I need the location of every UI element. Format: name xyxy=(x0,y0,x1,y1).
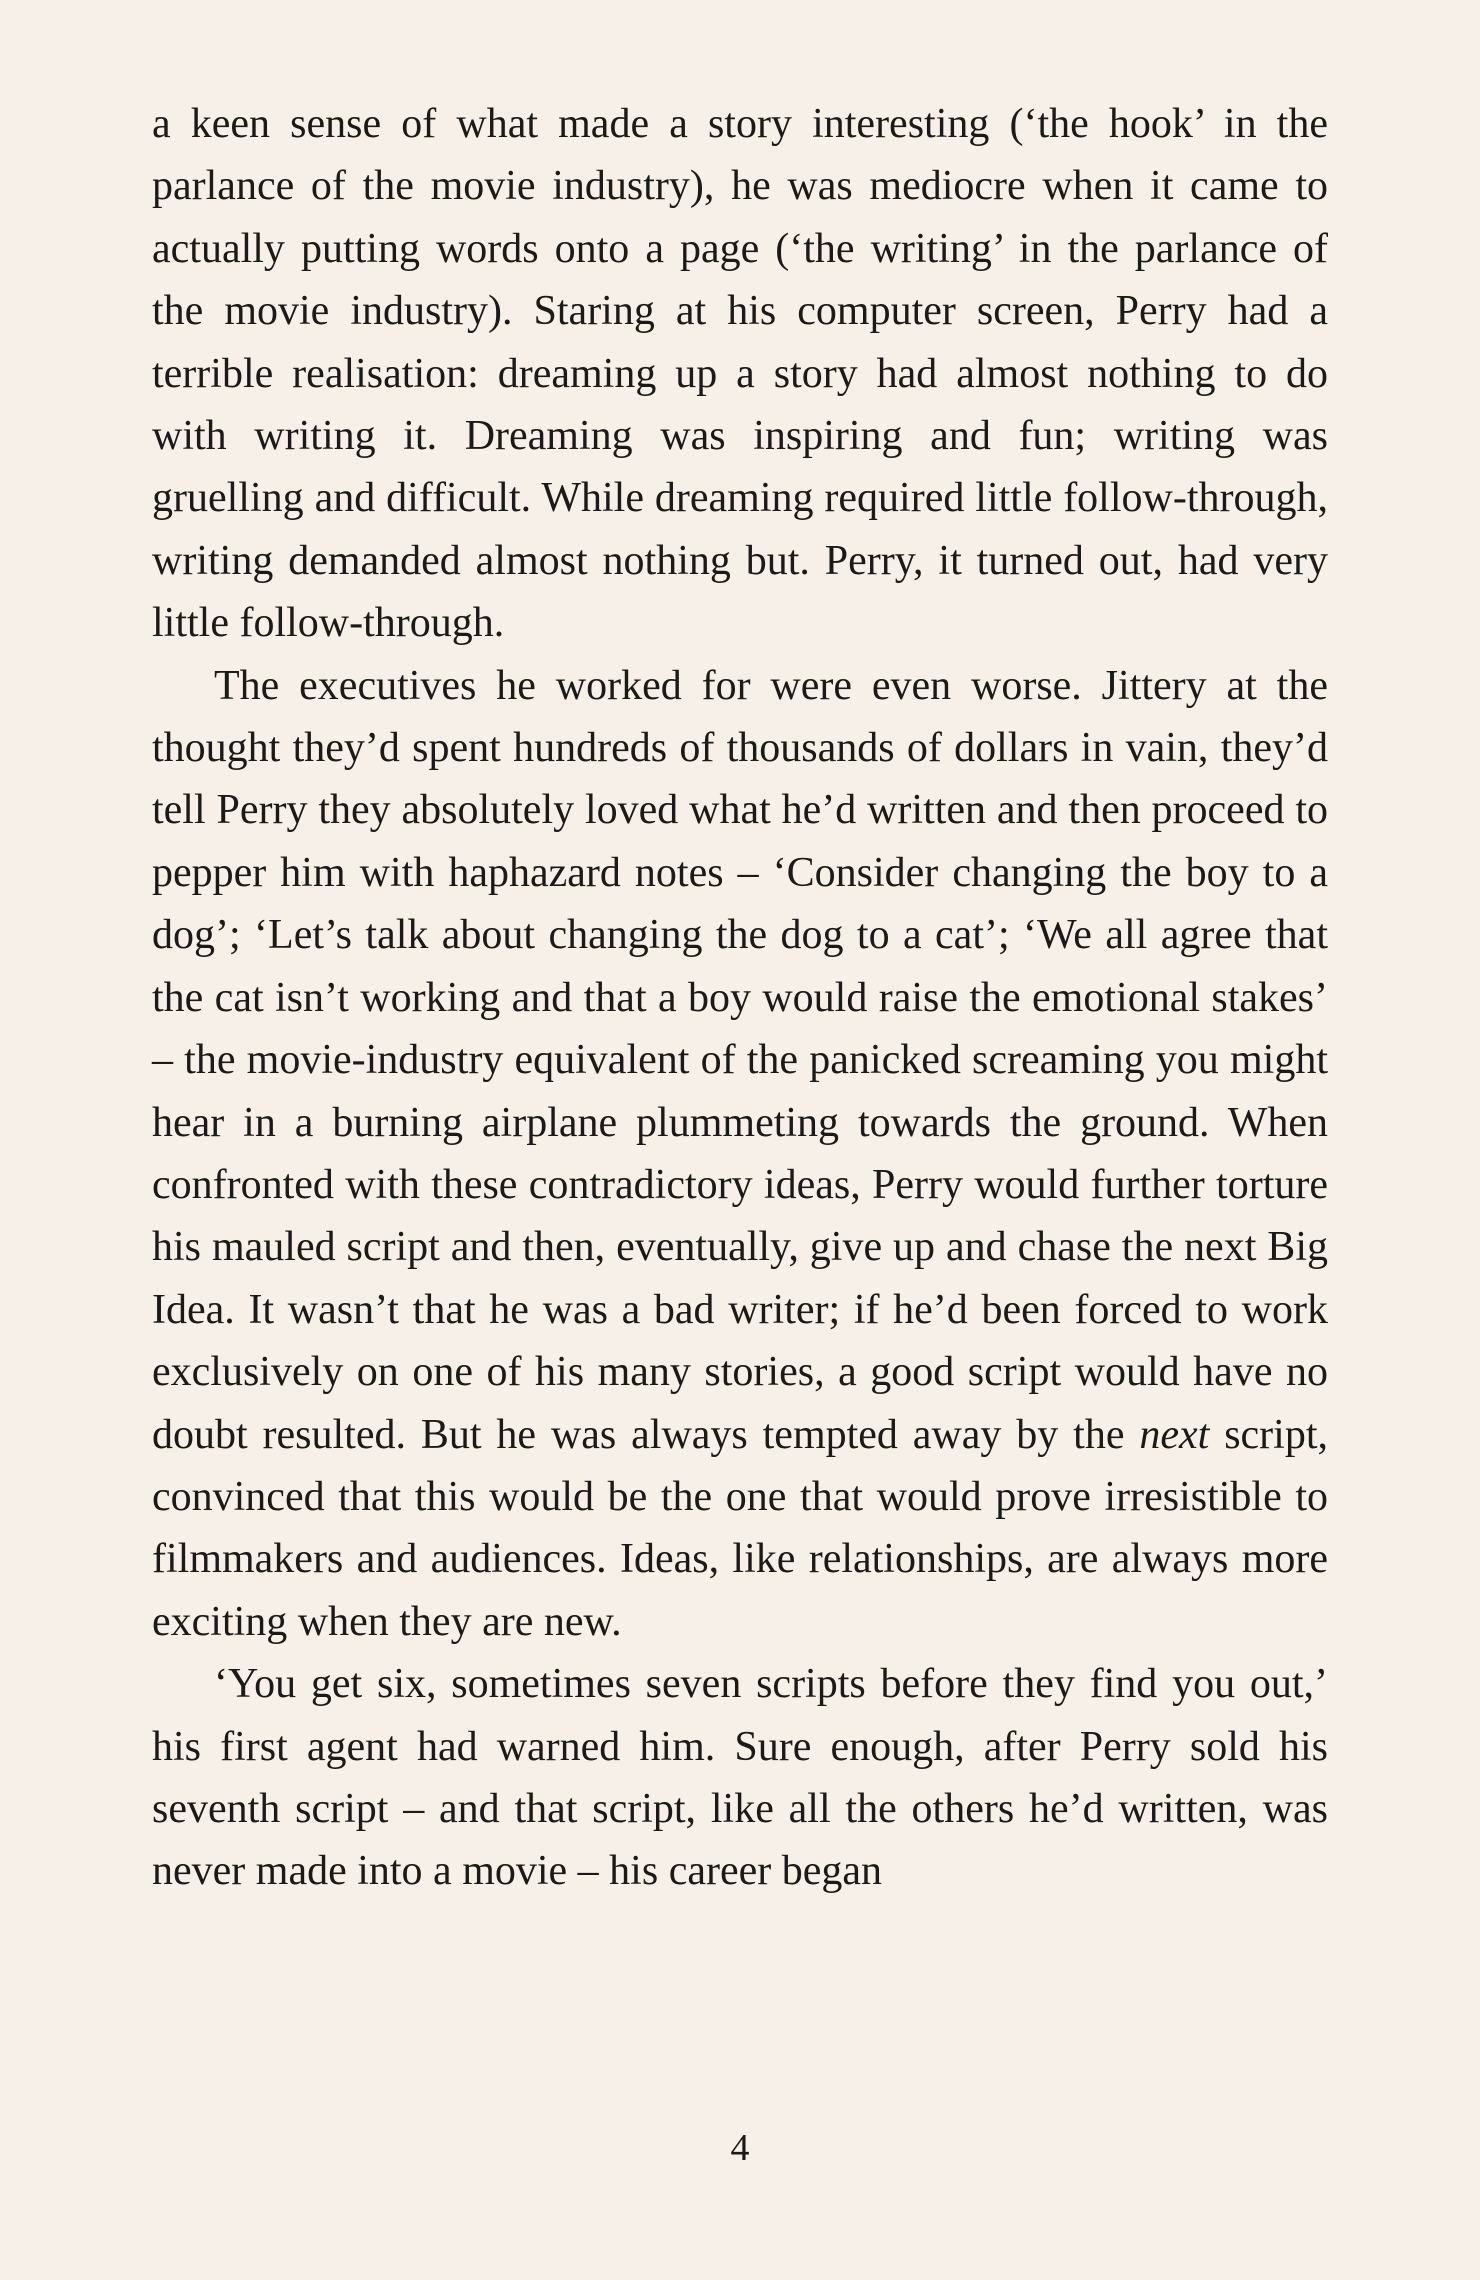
paragraph-3: ‘You get six, sometimes seven scripts before they find you out,’ his first agent had warned him. Sure enough, after Perry sold his seventh script – and that script, like all the others he’d written, was never made into a movie – his career began xyxy=(152,1661,1328,1895)
paragraph-1: a keen sense of what made a story interesting (‘the hook’ in the parlance of the movie industry), he was mediocre when it came to actually putting words onto a page (‘the writing’ in the parlance of the movie industry). Staring at his computer screen, Perry had a terrible realisation: dreaming up a story had almost nothing to do with writing it. Dreaming was inspiring and fun; writing was gruelling and difficult. While dreaming required little follow-through, writing demanded almost nothing but. Perry, it turned out, had very little follow-through. xyxy=(152,101,1328,647)
page-number: 4 xyxy=(730,2127,750,2169)
body-text xyxy=(152,93,1328,1903)
italic-word-next: next xyxy=(1139,1411,1210,1458)
paragraph-2 xyxy=(152,655,1328,1654)
paragraph-2-text-a: The executives he worked for were even worse. Jittery at the thought they’d spent hundreds of thousands of dollars in vain, they’d tell Perry they absolutely loved what he’d written and then proceed to pepper him with haphazard notes – ‘Consider changing the boy to a dog’; ‘Let’s talk about changing the dog to a cat’; ‘We all agree that the cat isn’t working and that a boy would raise the emotional stakes’ – the movie-industry equivalent of the panicked screaming you might hear in a burning airplane plummeting towards the ground. When confronted with these contradictory ideas, Perry would further torture his mauled script and then, eventually, give up and chase the next Big Idea. It wasn’t that he was a bad writer; if he’d been forced to work exclusively on one of his many stories, a good script would have no doubt resulted. But he was always tempted away by the xyxy=(152,662,1328,1458)
paragraph-2-text-b: script, convinced that this would be the one that would prove irresistible to filmmakers and audiences. Ideas, like relationships, are always more exciting when they are new. xyxy=(152,1411,1328,1645)
